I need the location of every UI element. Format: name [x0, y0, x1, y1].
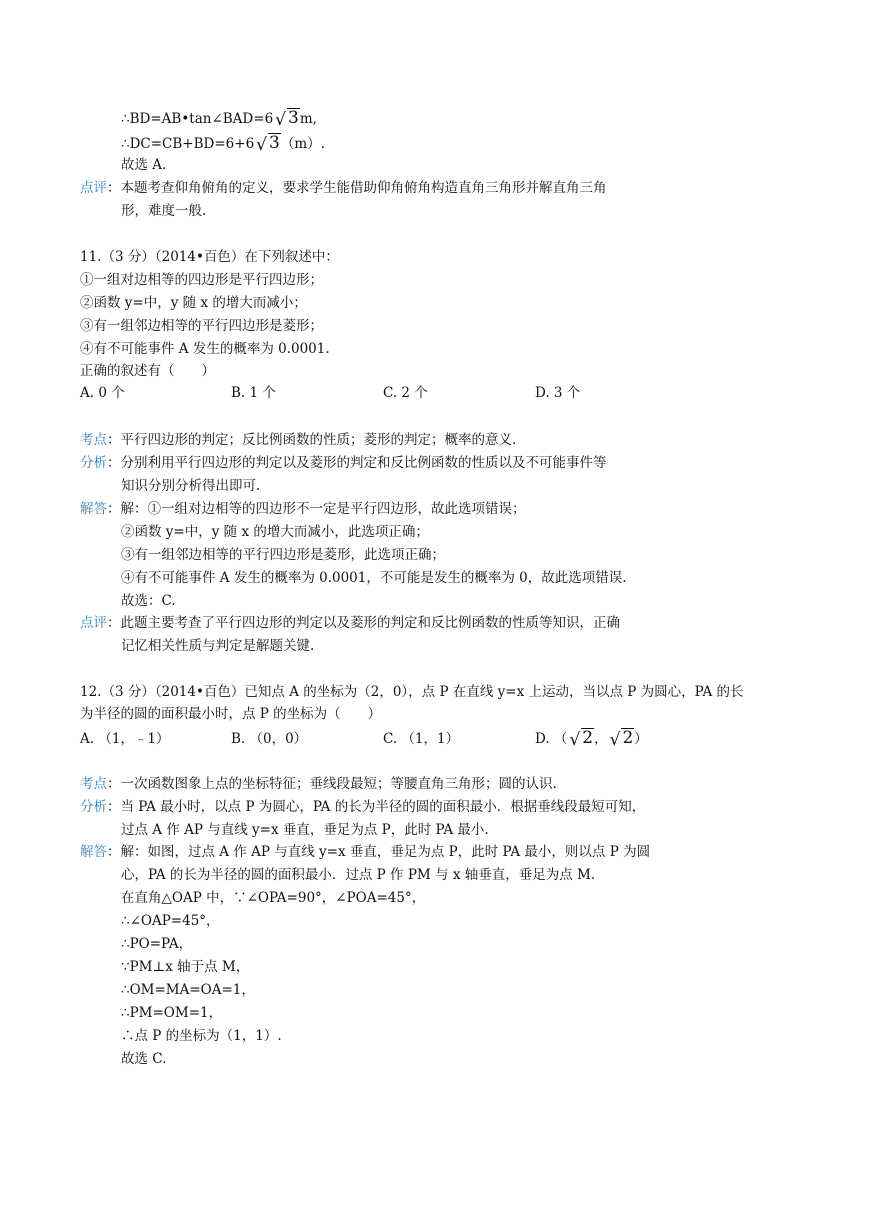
- q12-jieda-line-6: ∵PM⊥x 轴于点 M，: [121, 959, 250, 975]
- sqrt-icon: √: [609, 730, 621, 750]
- q11-fenxi-cont: 知识分别分析得出即可.: [121, 478, 261, 494]
- q11-option-b: B. 1 个: [231, 385, 276, 401]
- prev-dc-line: [121, 133, 325, 154]
- q12-fenxi-cont: 过点 A 作 AP 与直线 y=x 垂直，垂足为点 P，此时 PA 最小.: [121, 822, 489, 838]
- prev-bd-radicand: 3: [288, 108, 299, 128]
- q11-stem: 11.（3 分）（2014•百色）在下列叙述中：: [80, 249, 339, 265]
- jieda-label: 解答: [80, 501, 107, 517]
- jieda-label: 解答: [80, 844, 107, 860]
- q12-jieda-line-7: ∴OM=MA=OA=1，: [121, 982, 255, 998]
- prev-dc-text: ∴DC=CB+BD=6+6: [121, 136, 255, 152]
- q11-jieda-line-2: ②函数 y=中，y 随 x 的增大而减小，此选项正确；: [121, 524, 429, 540]
- q12-jieda-line-10: 故选 C.: [121, 1051, 167, 1067]
- q11-option-d: D. 3 个: [535, 385, 581, 401]
- prev-comment-cont: 形，难度一般.: [121, 203, 207, 219]
- q11-question: 正确的叙述有（ ）: [80, 363, 215, 379]
- q12-jieda-line-4: ∴∠OAP=45°，: [121, 913, 220, 929]
- q11-jieda-line-4: ④有不可能事件 A 发生的概率为 0.0001，不可能是发生的概率为 0，故此选项错误.: [121, 570, 627, 586]
- kaodian-text: ：平行四边形的判定；反比例函数的性质；菱形的判定；概率的意义.: [107, 432, 517, 448]
- q12-jieda-line-8: ∴PM=OM=1，: [121, 1005, 223, 1021]
- option-d-radicand-1: 2: [582, 728, 594, 748]
- comment-text: ：本题考查仰角俯角的定义，要求学生能借助仰角俯角构造直角三角形并解直角三角: [107, 180, 607, 196]
- option-d-separator: ，: [594, 731, 608, 747]
- q11-item-1: ①一组对边相等的四边形是平行四边形；: [80, 272, 323, 288]
- q11-jieda: [80, 500, 526, 518]
- q12-jieda-line-2: 心，PA 的长为半径的圆的面积最小．过点 P 作 PM 与 x 轴垂直，垂足为点 M.: [121, 867, 596, 883]
- kaodian-label: 考点: [80, 432, 107, 448]
- option-d-suffix: ）: [634, 731, 648, 747]
- q12-stem-1: 12.（3 分）（2014•百色）已知点 A 的坐标为（2，0），点 P 在直线 y=x 上运动，当以点 P 为圆心，PA 的长: [80, 684, 744, 700]
- q12-option-d: [535, 728, 648, 749]
- fenxi-label: 分析: [80, 799, 107, 815]
- q11-item-2: ②函数 y=中，y 随 x 的增大而减小；: [80, 295, 307, 311]
- q11-item-4: ④有不可能事件 A 发生的概率为 0.0001.: [80, 341, 330, 357]
- q12-jieda-line-3: 在直角△OAP 中，∵∠OPA=90°，∠POA=45°，: [121, 890, 426, 906]
- q11-item-3: ③有一组邻边相等的平行四边形是菱形；: [80, 318, 323, 334]
- q12-option-c: C. （1，1）: [383, 731, 460, 747]
- q11-jieda-line-5: 故选：C.: [121, 593, 176, 609]
- q11-jieda-line-3: ③有一组邻边相等的平行四边形是菱形，此选项正确；: [121, 547, 445, 563]
- q12-option-a: A. （1，﹣1）: [80, 731, 170, 747]
- option-d-prefix: D. （: [535, 731, 568, 747]
- q12-option-b: B. （0，0）: [231, 731, 308, 747]
- q11-kaodian: [80, 431, 516, 449]
- prev-dc-radicand: 3: [269, 133, 280, 153]
- q12-jieda-line-5: ∴PO=PA，: [121, 936, 193, 952]
- q11-dianping: [80, 614, 620, 632]
- dianping-text: ：此题主要考查了平行四边形的判定以及菱形的判定和反比例函数的性质等知识，正确: [107, 615, 620, 631]
- q12-fenxi: [80, 798, 645, 816]
- prev-bd-text: ∴BD=AB•tan∠BAD=6: [121, 111, 274, 127]
- q12-jieda-line-9: ∴点 P 的坐标为（1，1）.: [121, 1028, 282, 1044]
- jieda-text: ：解：①一组对边相等的四边形不一定是平行四边形，故此选项错误；: [107, 501, 526, 517]
- kaodian-text: ：一次函数图象上点的坐标特征；垂线段最短；等腰直角三角形；圆的认识.: [107, 776, 557, 792]
- fenxi-text: ：分别利用平行四边形的判定以及菱形的判定和反比例函数的性质以及不可能事件等: [107, 455, 607, 471]
- q11-option-a: A. 0 个: [80, 385, 125, 401]
- comment-label: 点评: [80, 180, 107, 196]
- prev-dc-unit: （m）.: [280, 136, 325, 152]
- q12-stem-2: 为半径的圆的面积最小时，点 P 的坐标为（ ）: [80, 706, 382, 722]
- sqrt-icon: √: [569, 730, 581, 750]
- q11-fenxi: [80, 454, 607, 472]
- sqrt-icon: √: [275, 110, 286, 130]
- q11-option-c: C. 2 个: [383, 385, 428, 401]
- prev-bd-unit: m,: [299, 111, 317, 127]
- prev-comment: [80, 179, 607, 197]
- fenxi-text: ：当 PA 最小时，以点 P 为圆心，PA 的长为半径的圆的面积最小．根据垂线段最短可知，: [107, 799, 646, 815]
- fenxi-label: 分析: [80, 455, 107, 471]
- q12-jieda: [80, 843, 650, 861]
- prev-bd-line: [121, 108, 317, 129]
- dianping-label: 点评: [80, 615, 107, 631]
- prev-answer: 故选 A.: [121, 157, 167, 173]
- q11-dianping-cont: 记忆相关性质与判定是解题关键.: [121, 638, 315, 654]
- jieda-text: ：解：如图，过点 A 作 AP 与直线 y=x 垂直，垂足为点 P，此时 PA 最小，则以点 P 为圆: [107, 844, 651, 860]
- option-d-radicand-2: 2: [622, 728, 634, 748]
- sqrt-icon: √: [256, 135, 268, 155]
- kaodian-label: 考点: [80, 776, 107, 792]
- q12-kaodian: [80, 775, 557, 793]
